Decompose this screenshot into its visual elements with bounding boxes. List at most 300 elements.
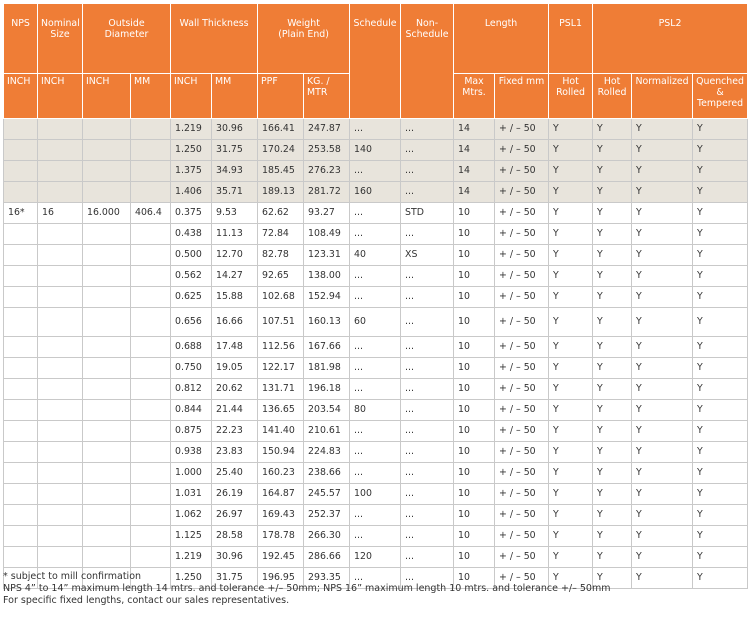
cell-od-mm <box>131 266 171 287</box>
cell-schedule: ... <box>350 224 401 245</box>
cell-schedule: ... <box>350 337 401 358</box>
cell-wt-inch: 1.406 <box>171 182 212 203</box>
cell-od-mm <box>131 245 171 266</box>
cell-nps <box>4 337 38 358</box>
cell-psl1-hot-rolled: Y <box>549 463 593 484</box>
cell-psl1-hot-rolled: Y <box>549 547 593 568</box>
cell-kg-mtr: 245.57 <box>304 484 350 505</box>
cell-quenched-tempered: Y <box>693 308 748 337</box>
table-row <box>4 421 748 442</box>
cell-wt-mm: 30.96 <box>212 119 258 140</box>
footnote-sales: For specific fixed lengths, contact our sales representatives. <box>3 595 290 606</box>
cell-wt-mm: 34.93 <box>212 161 258 182</box>
cell-wt-mm: 19.05 <box>212 358 258 379</box>
cell-psl1-hot-rolled: Y <box>549 182 593 203</box>
cell-wt-inch: 1.219 <box>171 547 212 568</box>
cell-psl2-hot-rolled: Y <box>593 287 632 308</box>
cell-nominal-size <box>38 400 83 421</box>
cell-nps <box>4 484 38 505</box>
cell-max-mtrs: 10 <box>454 547 495 568</box>
cell-normalized: Y <box>632 337 693 358</box>
cell-max-mtrs: 10 <box>454 266 495 287</box>
cell-nps <box>4 379 38 400</box>
cell-non-schedule: ... <box>401 224 454 245</box>
cell-nominal-size <box>38 287 83 308</box>
cell-od-mm <box>131 547 171 568</box>
cell-nominal-size <box>38 140 83 161</box>
cell-wt-mm: 26.19 <box>212 484 258 505</box>
cell-wt-inch: 1.250 <box>171 140 212 161</box>
cell-nps <box>4 245 38 266</box>
cell-fixed-mm: + / – 50 <box>495 505 549 526</box>
cell-od-inch <box>83 182 131 203</box>
cell-psl2-hot-rolled: Y <box>593 526 632 547</box>
cell-wt-inch: 0.500 <box>171 245 212 266</box>
cell-nps <box>4 526 38 547</box>
cell-od-mm: 406.4 <box>131 203 171 224</box>
cell-kg-mtr: 138.00 <box>304 266 350 287</box>
cell-psl1-hot-rolled: Y <box>549 568 593 589</box>
cell-kg-mtr: 108.49 <box>304 224 350 245</box>
cell-wt-mm: 15.88 <box>212 287 258 308</box>
header-length: Length <box>454 4 549 74</box>
cell-wt-inch: 0.562 <box>171 266 212 287</box>
cell-schedule: ... <box>350 287 401 308</box>
cell-kg-mtr: 247.87 <box>304 119 350 140</box>
cell-max-mtrs: 10 <box>454 400 495 421</box>
cell-nps <box>4 505 38 526</box>
cell-od-inch <box>83 484 131 505</box>
cell-max-mtrs: 10 <box>454 421 495 442</box>
cell-ppf: 102.68 <box>258 287 304 308</box>
table-row <box>4 245 748 266</box>
cell-max-mtrs: 14 <box>454 140 495 161</box>
cell-quenched-tempered: Y <box>693 203 748 224</box>
cell-quenched-tempered: Y <box>693 224 748 245</box>
cell-wt-mm: 16.66 <box>212 308 258 337</box>
cell-max-mtrs: 10 <box>454 463 495 484</box>
cell-max-mtrs: 10 <box>454 224 495 245</box>
cell-kg-mtr: 181.98 <box>304 358 350 379</box>
cell-kg-mtr: 123.31 <box>304 245 350 266</box>
cell-wt-mm: 12.70 <box>212 245 258 266</box>
unit-normalized: Normalized <box>632 74 693 119</box>
cell-quenched-tempered: Y <box>693 400 748 421</box>
cell-max-mtrs: 14 <box>454 161 495 182</box>
cell-normalized: Y <box>632 182 693 203</box>
cell-psl2-hot-rolled: Y <box>593 308 632 337</box>
cell-max-mtrs: 10 <box>454 308 495 337</box>
cell-non-schedule: ... <box>401 140 454 161</box>
cell-ppf: 131.71 <box>258 379 304 400</box>
cell-normalized: Y <box>632 379 693 400</box>
cell-fixed-mm: + / – 50 <box>495 161 549 182</box>
cell-od-mm <box>131 358 171 379</box>
cell-psl2-hot-rolled: Y <box>593 400 632 421</box>
cell-non-schedule: ... <box>401 119 454 140</box>
cell-psl1-hot-rolled: Y <box>549 400 593 421</box>
cell-od-mm <box>131 337 171 358</box>
cell-nominal-size <box>38 308 83 337</box>
cell-non-schedule: STD <box>401 203 454 224</box>
cell-non-schedule: ... <box>401 400 454 421</box>
cell-od-inch: 16.000 <box>83 203 131 224</box>
cell-od-inch <box>83 140 131 161</box>
cell-nps: 16* <box>4 203 38 224</box>
cell-psl1-hot-rolled: Y <box>549 358 593 379</box>
cell-wt-mm: 11.13 <box>212 224 258 245</box>
cell-non-schedule: ... <box>401 568 454 589</box>
cell-psl1-hot-rolled: Y <box>549 484 593 505</box>
table-body <box>4 119 748 589</box>
cell-psl2-hot-rolled: Y <box>593 358 632 379</box>
cell-od-mm <box>131 140 171 161</box>
cell-normalized: Y <box>632 526 693 547</box>
cell-od-mm <box>131 161 171 182</box>
cell-psl1-hot-rolled: Y <box>549 245 593 266</box>
unit-ppf: PPF <box>258 74 304 119</box>
cell-od-mm <box>131 484 171 505</box>
cell-normalized: Y <box>632 505 693 526</box>
table-row <box>4 287 748 308</box>
header-weight-sub: (Plain End) <box>278 29 329 40</box>
cell-fixed-mm: + / – 50 <box>495 308 549 337</box>
cell-od-inch <box>83 358 131 379</box>
cell-wt-inch: 1.062 <box>171 505 212 526</box>
cell-nominal-size <box>38 505 83 526</box>
cell-wt-inch: 0.844 <box>171 400 212 421</box>
cell-max-mtrs: 14 <box>454 119 495 140</box>
cell-ppf: 92.65 <box>258 266 304 287</box>
cell-non-schedule: ... <box>401 308 454 337</box>
cell-normalized: Y <box>632 484 693 505</box>
cell-nominal-size <box>38 484 83 505</box>
cell-wt-inch: 0.656 <box>171 308 212 337</box>
unit-quenched-tempered: Quenched & Tempered <box>693 74 748 119</box>
cell-schedule: ... <box>350 526 401 547</box>
cell-kg-mtr: 210.61 <box>304 421 350 442</box>
cell-schedule: 100 <box>350 484 401 505</box>
table-row <box>4 266 748 287</box>
cell-non-schedule: ... <box>401 484 454 505</box>
header-schedule: Schedule <box>350 4 401 119</box>
cell-nominal-size <box>38 224 83 245</box>
cell-psl1-hot-rolled: Y <box>549 119 593 140</box>
cell-nps <box>4 266 38 287</box>
cell-psl2-hot-rolled: Y <box>593 140 632 161</box>
cell-ppf: 62.62 <box>258 203 304 224</box>
cell-schedule: ... <box>350 421 401 442</box>
cell-psl2-hot-rolled: Y <box>593 505 632 526</box>
cell-fixed-mm: + / – 50 <box>495 119 549 140</box>
cell-fixed-mm: + / – 50 <box>495 182 549 203</box>
cell-max-mtrs: 10 <box>454 484 495 505</box>
cell-quenched-tempered: Y <box>693 182 748 203</box>
cell-max-mtrs: 10 <box>454 442 495 463</box>
cell-non-schedule: ... <box>401 526 454 547</box>
cell-quenched-tempered: Y <box>693 421 748 442</box>
cell-od-inch <box>83 442 131 463</box>
table-row <box>4 484 748 505</box>
cell-psl1-hot-rolled: Y <box>549 287 593 308</box>
cell-fixed-mm: + / – 50 <box>495 266 549 287</box>
cell-quenched-tempered: Y <box>693 358 748 379</box>
cell-nps <box>4 308 38 337</box>
cell-ppf: 166.41 <box>258 119 304 140</box>
cell-quenched-tempered: Y <box>693 379 748 400</box>
cell-wt-mm: 20.62 <box>212 379 258 400</box>
cell-od-mm <box>131 463 171 484</box>
unit-nps: INCH <box>4 74 38 119</box>
cell-fixed-mm: + / – 50 <box>495 224 549 245</box>
cell-wt-mm: 28.58 <box>212 526 258 547</box>
cell-od-inch <box>83 526 131 547</box>
unit-od-inch: INCH <box>83 74 131 119</box>
cell-max-mtrs: 10 <box>454 245 495 266</box>
cell-fixed-mm: + / – 50 <box>495 421 549 442</box>
cell-max-mtrs: 10 <box>454 526 495 547</box>
cell-od-inch <box>83 547 131 568</box>
cell-ppf: 178.78 <box>258 526 304 547</box>
cell-wt-mm: 31.75 <box>212 568 258 589</box>
cell-psl2-hot-rolled: Y <box>593 119 632 140</box>
cell-psl1-hot-rolled: Y <box>549 379 593 400</box>
cell-od-inch <box>83 266 131 287</box>
cell-wt-inch: 1.250 <box>171 568 212 589</box>
cell-kg-mtr: 152.94 <box>304 287 350 308</box>
cell-fixed-mm: + / – 50 <box>495 526 549 547</box>
cell-fixed-mm: + / – 50 <box>495 358 549 379</box>
table-row <box>4 547 748 568</box>
cell-psl2-hot-rolled: Y <box>593 266 632 287</box>
cell-od-inch <box>83 337 131 358</box>
cell-normalized: Y <box>632 245 693 266</box>
table-row <box>4 358 748 379</box>
cell-od-inch <box>83 245 131 266</box>
table-row <box>4 119 748 140</box>
cell-normalized: Y <box>632 287 693 308</box>
cell-fixed-mm: + / – 50 <box>495 245 549 266</box>
cell-non-schedule: ... <box>401 505 454 526</box>
cell-schedule: ... <box>350 463 401 484</box>
cell-fixed-mm: + / – 50 <box>495 140 549 161</box>
cell-ppf: 160.23 <box>258 463 304 484</box>
cell-ppf: 192.45 <box>258 547 304 568</box>
cell-od-inch <box>83 308 131 337</box>
cell-psl2-hot-rolled: Y <box>593 182 632 203</box>
cell-schedule: 160 <box>350 182 401 203</box>
cell-od-mm <box>131 119 171 140</box>
table-row <box>4 161 748 182</box>
cell-wt-inch: 1.000 <box>171 463 212 484</box>
table-row <box>4 463 748 484</box>
cell-od-mm <box>131 400 171 421</box>
cell-od-inch <box>83 463 131 484</box>
header-nps: NPS <box>4 4 38 74</box>
cell-wt-inch: 1.375 <box>171 161 212 182</box>
cell-ppf: 196.95 <box>258 568 304 589</box>
cell-kg-mtr: 286.66 <box>304 547 350 568</box>
cell-wt-mm: 31.75 <box>212 140 258 161</box>
cell-nominal-size <box>38 358 83 379</box>
cell-ppf: 185.45 <box>258 161 304 182</box>
cell-fixed-mm: + / – 50 <box>495 203 549 224</box>
cell-schedule: ... <box>350 442 401 463</box>
cell-fixed-mm: + / – 50 <box>495 484 549 505</box>
cell-kg-mtr: 281.72 <box>304 182 350 203</box>
cell-ppf: 112.56 <box>258 337 304 358</box>
cell-wt-inch: 0.625 <box>171 287 212 308</box>
cell-nominal-size <box>38 442 83 463</box>
cell-max-mtrs: 14 <box>454 182 495 203</box>
cell-nps <box>4 161 38 182</box>
cell-schedule: ... <box>350 266 401 287</box>
cell-wt-inch: 0.875 <box>171 421 212 442</box>
cell-psl1-hot-rolled: Y <box>549 505 593 526</box>
footnote-mill: * subject to mill confirmation <box>3 571 142 582</box>
cell-nominal-size <box>38 182 83 203</box>
cell-psl1-hot-rolled: Y <box>549 203 593 224</box>
cell-nominal-size <box>38 337 83 358</box>
cell-normalized: Y <box>632 203 693 224</box>
cell-max-mtrs: 10 <box>454 568 495 589</box>
cell-non-schedule: ... <box>401 266 454 287</box>
cell-schedule: ... <box>350 161 401 182</box>
cell-quenched-tempered: Y <box>693 442 748 463</box>
cell-quenched-tempered: Y <box>693 505 748 526</box>
unit-nominal: INCH <box>38 74 83 119</box>
cell-normalized: Y <box>632 442 693 463</box>
cell-wt-inch: 1.219 <box>171 119 212 140</box>
cell-wt-mm: 9.53 <box>212 203 258 224</box>
unit-psl2-hot-rolled: Hot Rolled <box>593 74 632 119</box>
table-row <box>4 337 748 358</box>
unit-od-mm: MM <box>131 74 171 119</box>
header-psl1: PSL1 <box>549 4 593 74</box>
cell-wt-mm: 26.97 <box>212 505 258 526</box>
cell-quenched-tempered: Y <box>693 161 748 182</box>
cell-max-mtrs: 10 <box>454 358 495 379</box>
cell-nps <box>4 547 38 568</box>
cell-schedule: 120 <box>350 547 401 568</box>
cell-wt-inch: 0.750 <box>171 358 212 379</box>
cell-quenched-tempered: Y <box>693 484 748 505</box>
table-row <box>4 379 748 400</box>
cell-nps <box>4 358 38 379</box>
table-row <box>4 526 748 547</box>
cell-wt-mm: 30.96 <box>212 547 258 568</box>
cell-od-mm <box>131 421 171 442</box>
cell-nps <box>4 463 38 484</box>
cell-nominal-size <box>38 266 83 287</box>
cell-nominal-size <box>38 526 83 547</box>
cell-kg-mtr: 167.66 <box>304 337 350 358</box>
cell-nps <box>4 140 38 161</box>
cell-kg-mtr: 224.83 <box>304 442 350 463</box>
cell-nominal-size: 16 <box>38 203 83 224</box>
cell-normalized: Y <box>632 161 693 182</box>
cell-schedule: 40 <box>350 245 401 266</box>
cell-quenched-tempered: Y <box>693 526 748 547</box>
cell-od-inch <box>83 421 131 442</box>
cell-quenched-tempered: Y <box>693 287 748 308</box>
cell-od-inch <box>83 379 131 400</box>
cell-wt-inch: 0.438 <box>171 224 212 245</box>
cell-max-mtrs: 10 <box>454 337 495 358</box>
cell-quenched-tempered: Y <box>693 266 748 287</box>
cell-wt-mm: 21.44 <box>212 400 258 421</box>
cell-schedule: ... <box>350 379 401 400</box>
cell-nps <box>4 224 38 245</box>
cell-max-mtrs: 10 <box>454 379 495 400</box>
header-weight <box>258 4 350 74</box>
header-row-top <box>4 4 748 74</box>
cell-ppf: 170.24 <box>258 140 304 161</box>
cell-nps <box>4 119 38 140</box>
cell-non-schedule: ... <box>401 442 454 463</box>
cell-fixed-mm: + / – 50 <box>495 400 549 421</box>
cell-psl1-hot-rolled: Y <box>549 526 593 547</box>
cell-quenched-tempered: Y <box>693 140 748 161</box>
cell-non-schedule: ... <box>401 337 454 358</box>
unit-fixed-mm: Fixed mm <box>495 74 549 119</box>
cell-kg-mtr: 266.30 <box>304 526 350 547</box>
cell-psl2-hot-rolled: Y <box>593 442 632 463</box>
cell-od-inch <box>83 224 131 245</box>
cell-schedule: 140 <box>350 140 401 161</box>
cell-normalized: Y <box>632 400 693 421</box>
cell-od-mm <box>131 442 171 463</box>
cell-non-schedule: ... <box>401 547 454 568</box>
header-non-schedule: Non-Schedule <box>401 4 454 119</box>
cell-psl1-hot-rolled: Y <box>549 266 593 287</box>
cell-ppf: 169.43 <box>258 505 304 526</box>
header-wall-thickness: Wall Thickness <box>171 4 258 74</box>
cell-od-mm <box>131 379 171 400</box>
cell-kg-mtr: 238.66 <box>304 463 350 484</box>
cell-schedule: ... <box>350 203 401 224</box>
table-row <box>4 140 748 161</box>
cell-fixed-mm: + / – 50 <box>495 379 549 400</box>
cell-quenched-tempered: Y <box>693 463 748 484</box>
cell-non-schedule: XS <box>401 245 454 266</box>
cell-nominal-size <box>38 463 83 484</box>
unit-wt-mm: MM <box>212 74 258 119</box>
cell-od-mm <box>131 224 171 245</box>
cell-wt-inch: 1.031 <box>171 484 212 505</box>
pipe-spec-table <box>3 3 748 589</box>
cell-schedule: 60 <box>350 308 401 337</box>
cell-od-mm <box>131 287 171 308</box>
cell-quenched-tempered: Y <box>693 337 748 358</box>
cell-psl2-hot-rolled: Y <box>593 484 632 505</box>
cell-ppf: 82.78 <box>258 245 304 266</box>
cell-kg-mtr: 160.13 <box>304 308 350 337</box>
cell-kg-mtr: 293.35 <box>304 568 350 589</box>
cell-ppf: 141.40 <box>258 421 304 442</box>
table-row <box>4 182 748 203</box>
cell-wt-mm: 22.23 <box>212 421 258 442</box>
cell-kg-mtr: 196.18 <box>304 379 350 400</box>
table-row <box>4 400 748 421</box>
cell-nominal-size <box>38 547 83 568</box>
cell-psl1-hot-rolled: Y <box>549 161 593 182</box>
cell-quenched-tempered: Y <box>693 119 748 140</box>
cell-wt-mm: 23.83 <box>212 442 258 463</box>
cell-od-inch <box>83 400 131 421</box>
cell-normalized: Y <box>632 463 693 484</box>
cell-psl2-hot-rolled: Y <box>593 224 632 245</box>
